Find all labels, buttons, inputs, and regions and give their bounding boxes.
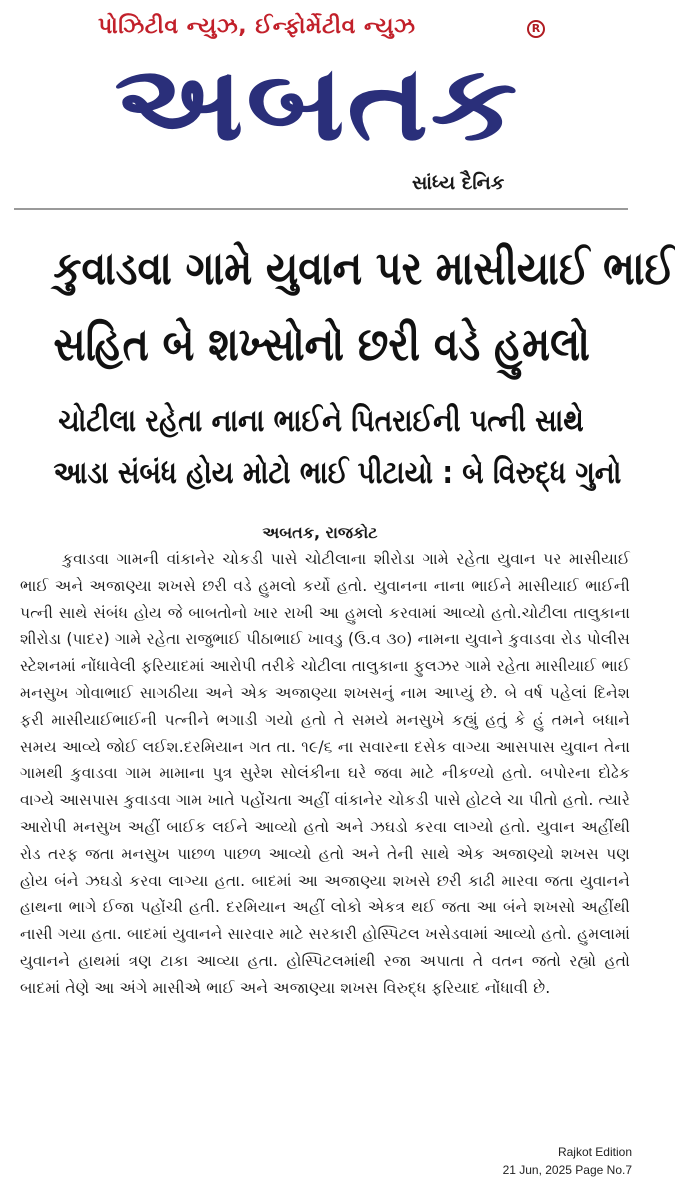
edition-label: Rajkot Edition: [557, 1145, 632, 1159]
subheadline-line-2: આડા સંબંધ હોય મોટો ભાઈ પીટાયો : બે વિરુદ્ધ ગુનો: [53, 455, 622, 491]
masthead: [0, 0, 642, 212]
registered-mark-icon: R: [527, 20, 545, 38]
edition-tagline: સાંધ્ય દૈનિક: [412, 172, 505, 194]
subheadline-line-1: ચોટીલા રહેતા નાના ભાઈને પિતરાઈની પત્ની સાથે: [58, 403, 584, 439]
headline-line-2: સહિત બે શખ્સોનો છરી વડે હુમલો: [53, 317, 590, 371]
date-page-label: 21 Jun, 2025 Page No.7: [502, 1163, 632, 1177]
article-dateline: અબતક, રાજકોટ: [262, 523, 378, 542]
article-body: કુવાડવા ગામની વાંકાનેર ચોકડી પાસે ચોટીલાના શીરોડા ગામે રહેતા યુવાન પર માસીયાઈ ભાઈ અને અજાણ્યા શખસે છરી વડે હુમલો કર્યો હતો. યુવાનના નાના ભાઈને માસીયાઈ ભાઈની પત્ની સાથે સંબંધ હોય જે બાબતોનો ખાર રાખી આ હુમલો કરવામાં આવ્યો હતો.ચોટીલા તાલુકાના શીરોડા (પાદર) ગામે રહેતા રાજુભાઈ પીઠાભાઈ ખાવડુ (ઉ.વ ૩૦) નામના યુવાને કુવાડવા રોડ પોલીસ સ્ટેશનમાં નોંધાવેલી ફરિયાદમાં આરોપી તરીકે ચોટીલા તાલુકાના ફુલઝર ગામે રહેતા માસીયાઈ ભાઈ મનસુખ ગોવાભાઈ સાગઠીયા અને એક અજાણ્યા શખસનું નામ આપ્યું છે. બે વર્ષ પહેલાં દિનેશ ફરી માસીયાઈભાઈની પત્નીને ભગાડી ગયો હતો તે સમયે મનસુખે કહ્યું હતું કે હું તમને બધાને સમય આવ્યે જોઈ લઈશ.દરમિયાન ગત તા. ૧૯/૬ ના સવારના દસેક વાગ્યા આસપાસ યુવાન તેના ગામથી કુવાડવા ગામ મામાના પુત્ર સુરેશ સોલંકીના ઘરે જવા માટે નીકળ્યો હતો. બપોરના દોઢેક વાગ્યે આસપાસ કુવાડવા ગામ ખાતે પહોંચતા અહીં વાંકાનેર ચોકડી પાસે હોટલે ચા પીતો હતો. ત્યારે આરોપી મનસુખ અહીં બાઈક લઈને આવ્યો હતો અને ઝઘડો કરવા લાગ્યો હતો. યુવાન અહીંથી રોડ તરફ જતા મનસુખ પાછળ પાછળ આવ્યો હતો અને તેની સાથે એક અજાણ્યો શખસ પણ હોય બંને ઝઘડો કરવા લાગ્યા હતા. બાદમાં આ અજાણ્યા શખસે છરી કાઢી મારવા જતા યુવાનને હાથના ભાગે ઈજા પહોંચી હતી. દરમિયાન અહીં લોકો એકત્ર થઈ જતા આ બંને શખસો અહીંથી નાસી ગયા હતા. બાદમાં યુવાનને સારવાર માટે સરકારી હોસ્પિટલ ખસેડવામાં આવ્યો હતો. હુમલામાં યુવાનને હાથમાં ત્રણ ટાકા આવ્યા હતા. હોસ્પિટલમાંથી રજા અપાતા તે વતન જતો રહ્યો હતો બાદમાં તેણે આ અંગે માસીએ ભાઈ અને અજાણ્યા શખસ વિરુદ્ધ ફરિયાદ નોંધાવી છે.: [20, 550, 630, 997]
headline-line-1: કુવાડવા ગામે યુવાન પર માસીયાઈ ભાઈ: [53, 241, 675, 295]
masthead-tagline: પોઝિટીવ ન્યુઝ, ઈન્ફોર્મેટીવ ન્યુઝ: [98, 14, 416, 39]
newspaper-logo: અબતક: [114, 42, 520, 164]
masthead-divider: [14, 208, 628, 210]
